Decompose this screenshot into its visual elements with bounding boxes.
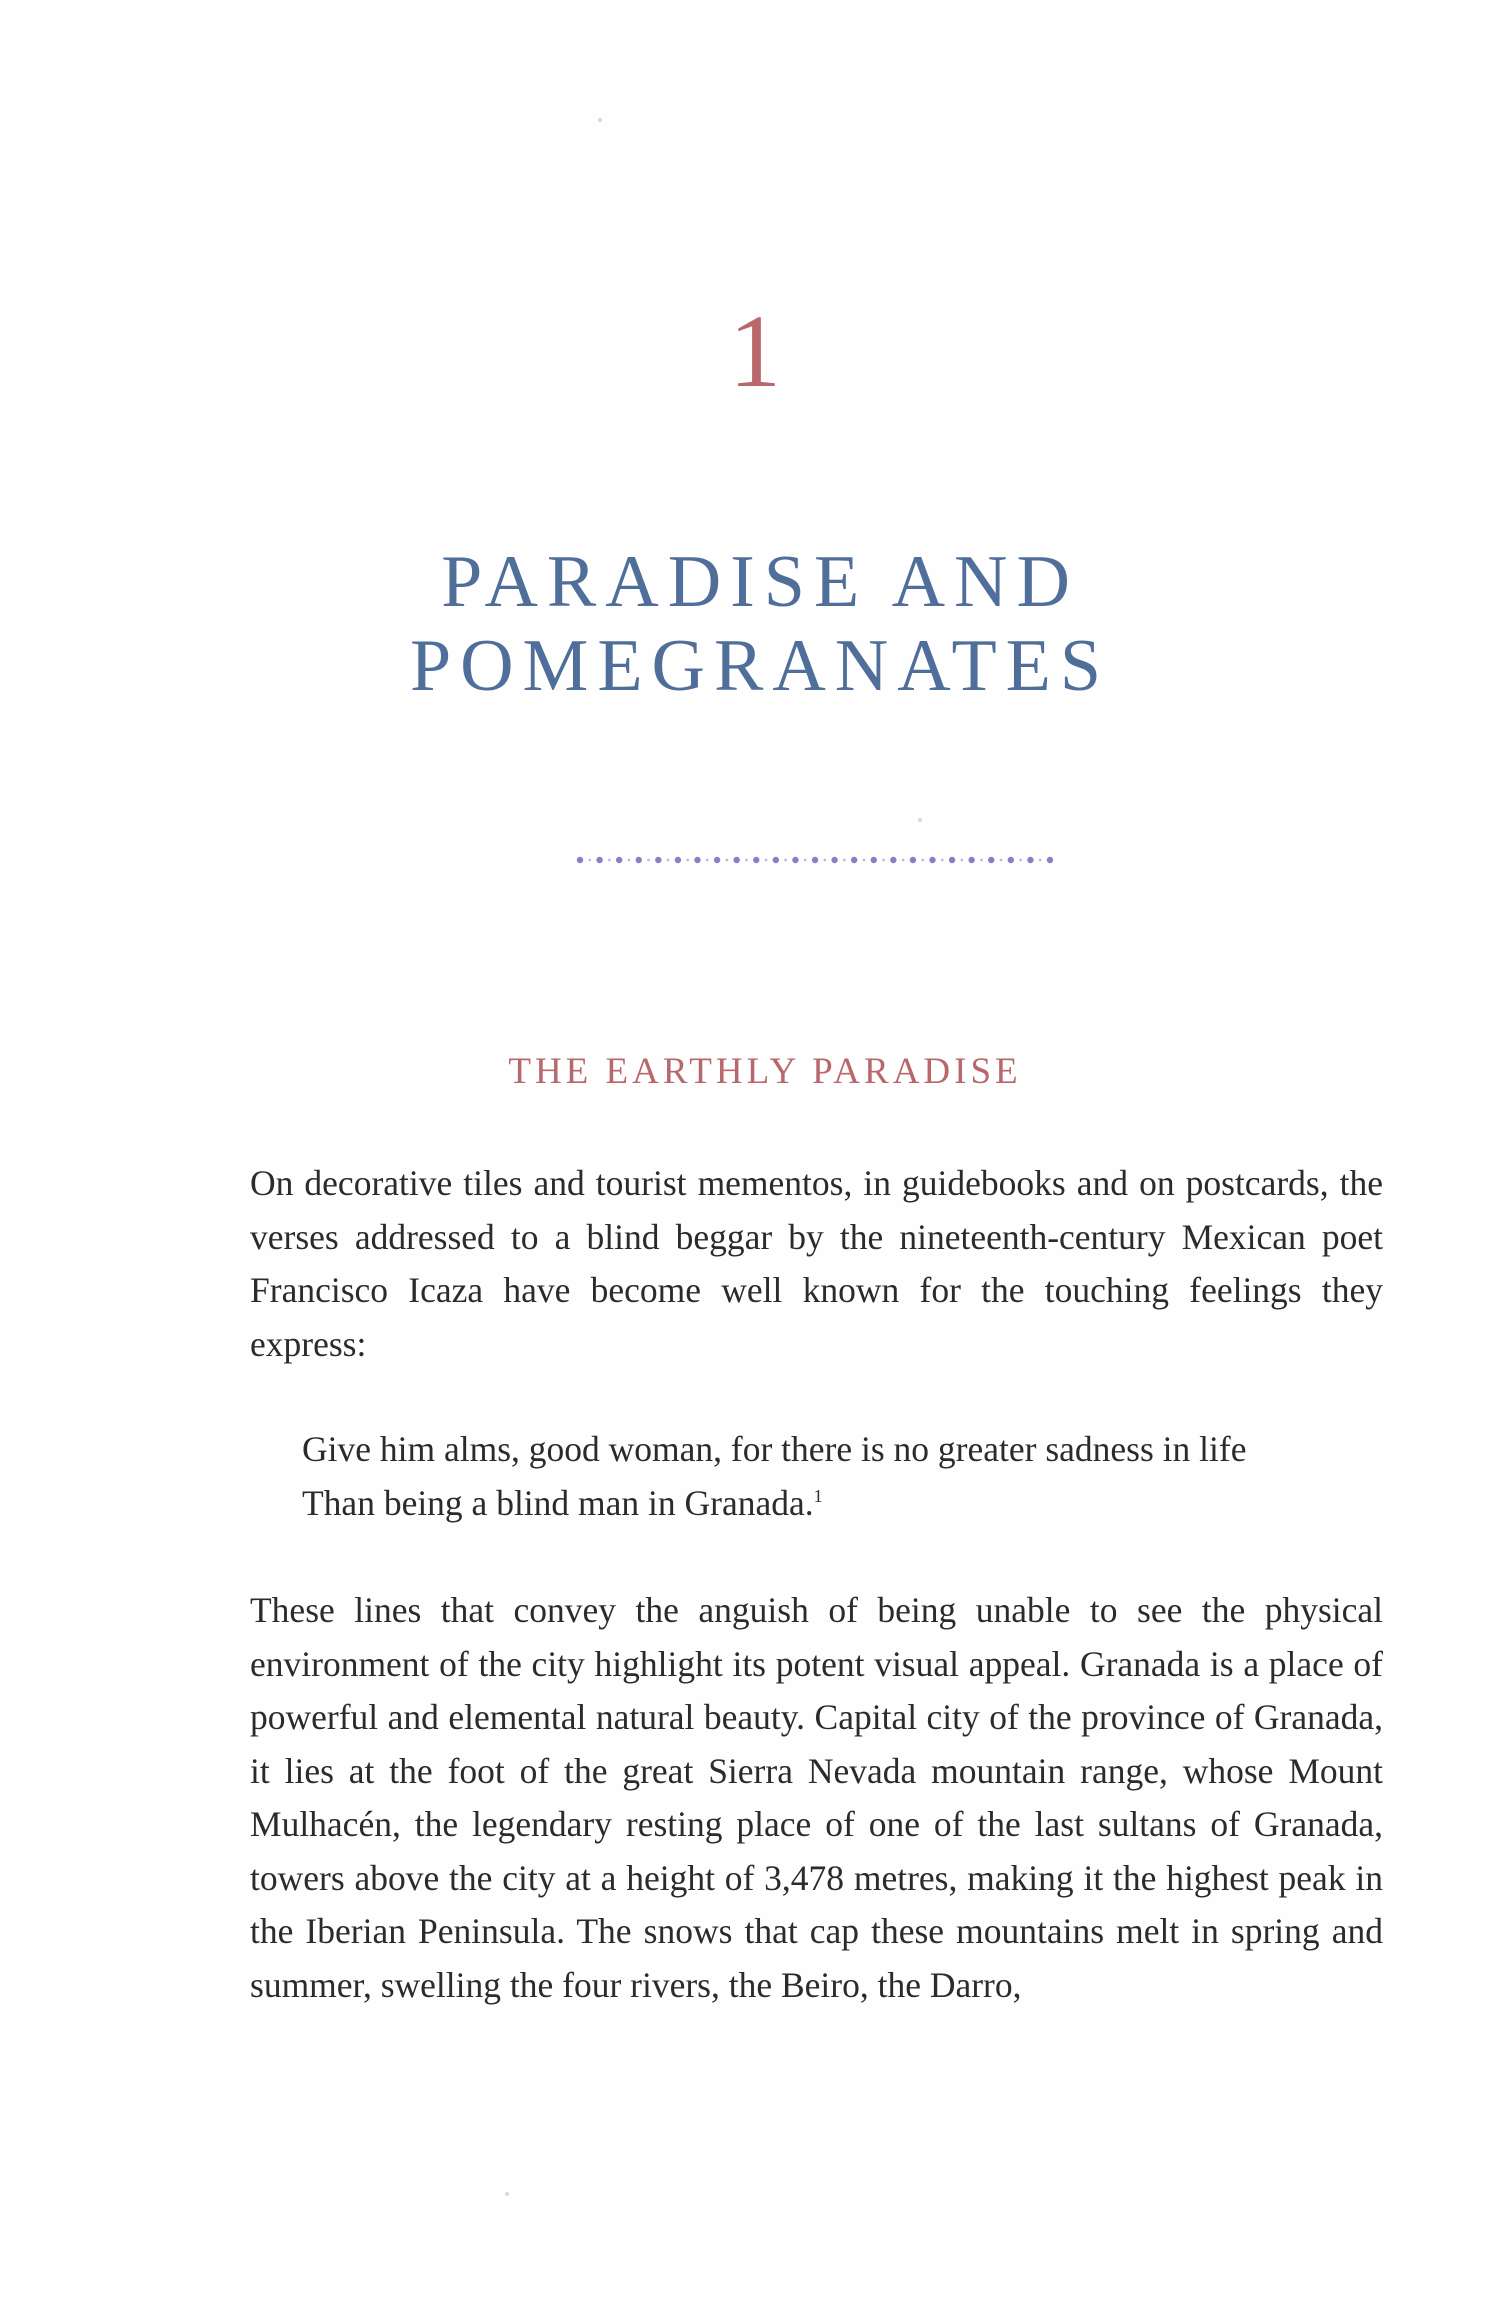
ornament-dot [577,857,583,863]
ornament-dot [596,857,602,863]
ornament-dot [910,857,916,863]
ornament-dot [890,857,896,863]
ornament-dot [929,857,935,863]
ornament-dot [753,857,759,863]
ornament-small-dot [882,859,885,862]
ornament-dot [1008,857,1014,863]
ornament-small-dot [1000,859,1003,862]
ornament-small-dot [784,859,787,862]
ornament-small-dot [1039,859,1042,862]
paper-speck [598,118,602,122]
ornament-dot [655,857,661,863]
ornament-small-dot [765,859,768,862]
ornament-small-dot [980,859,983,862]
ornament-dot [694,857,700,863]
quote-line-2 [302,1477,1362,1531]
ornament-dot [812,857,818,863]
chapter-title-line-2: POMEGRANATES [409,625,1111,707]
ornament-small-dot [823,859,826,862]
ornament-small-dot [804,859,807,862]
ornament-dot [968,857,974,863]
ornament-dot [714,857,720,863]
ornament-dot [1047,857,1053,863]
section-heading: THE EARTHLY PARADISE [508,1051,1022,1092]
ornament-small-dot [628,859,631,862]
decorative-divider-ornament [575,852,1055,868]
ornament-dot [831,857,837,863]
ornament-small-dot [961,859,964,862]
ornament-small-dot [745,859,748,862]
ornament-dot [733,857,739,863]
ornament-dot [1027,857,1033,863]
ornament-dot [988,857,994,863]
ornament-dot [949,857,955,863]
ornament-small-dot [706,859,709,862]
ornament-small-dot [921,859,924,862]
ornament-dot [871,857,877,863]
ornament-small-dot [902,859,905,862]
ornament-small-dot [647,859,650,862]
block-quote [302,1423,1362,1530]
footnote-marker[interactable]: 1 [813,1485,823,1506]
paper-speck [505,2192,509,2196]
ornament-small-dot [588,859,591,862]
ornament-dot [792,857,798,863]
chapter-number: 1 [729,294,781,409]
ornament-dot [616,857,622,863]
ornament-small-dot [667,859,670,862]
paper-speck [918,818,922,822]
quote-line-1: Give him alms, good woman, for there is no greater sadness in life [302,1429,1247,1469]
paragraph-intro: On decorative tiles and tourist mementos, in guidebooks and on postcards, the verses addressed to a blind beggar by the nineteenth-century Mexican poet Francisco Icaza have become well known for the touching feelings they express: [250,1163,1383,1364]
ornament-small-dot [608,859,611,862]
ornament-small-dot [843,859,846,862]
ornament-small-dot [1019,859,1022,862]
paragraph-granada: These lines that convey the anguish of being unable to see the physical environment of the city highlight its potent visual appeal. Granada is a place of powerful and elemental natural beauty. Capital city of the province of Granada, it lies at the foot of the great Sierra Nevada mountain range, whose Mount Mulhacén, the legendary resting place of one of the last sultans of Granada, towers above the city at a height of 3,478 metres, making it the highest peak in the Iberian Peninsula. The snows that cap these mountains melt in spring and summer, swelling the four rivers, the Beiro, the Darro, [250,1590,1383,2005]
ornament-small-dot [686,859,689,862]
ornament-dot [636,857,642,863]
ornament-dot [675,857,681,863]
ornament-dot [851,857,857,863]
chapter-title [20,540,1500,708]
ornament-small-dot [726,859,729,862]
ornament-small-dot [941,859,944,862]
ornament-small-dot [863,859,866,862]
ornament-dot [773,857,779,863]
chapter-title-line-1: PARADISE AND [441,541,1079,623]
quote-line-2-text: Than being a blind man in Granada. [302,1482,814,1523]
